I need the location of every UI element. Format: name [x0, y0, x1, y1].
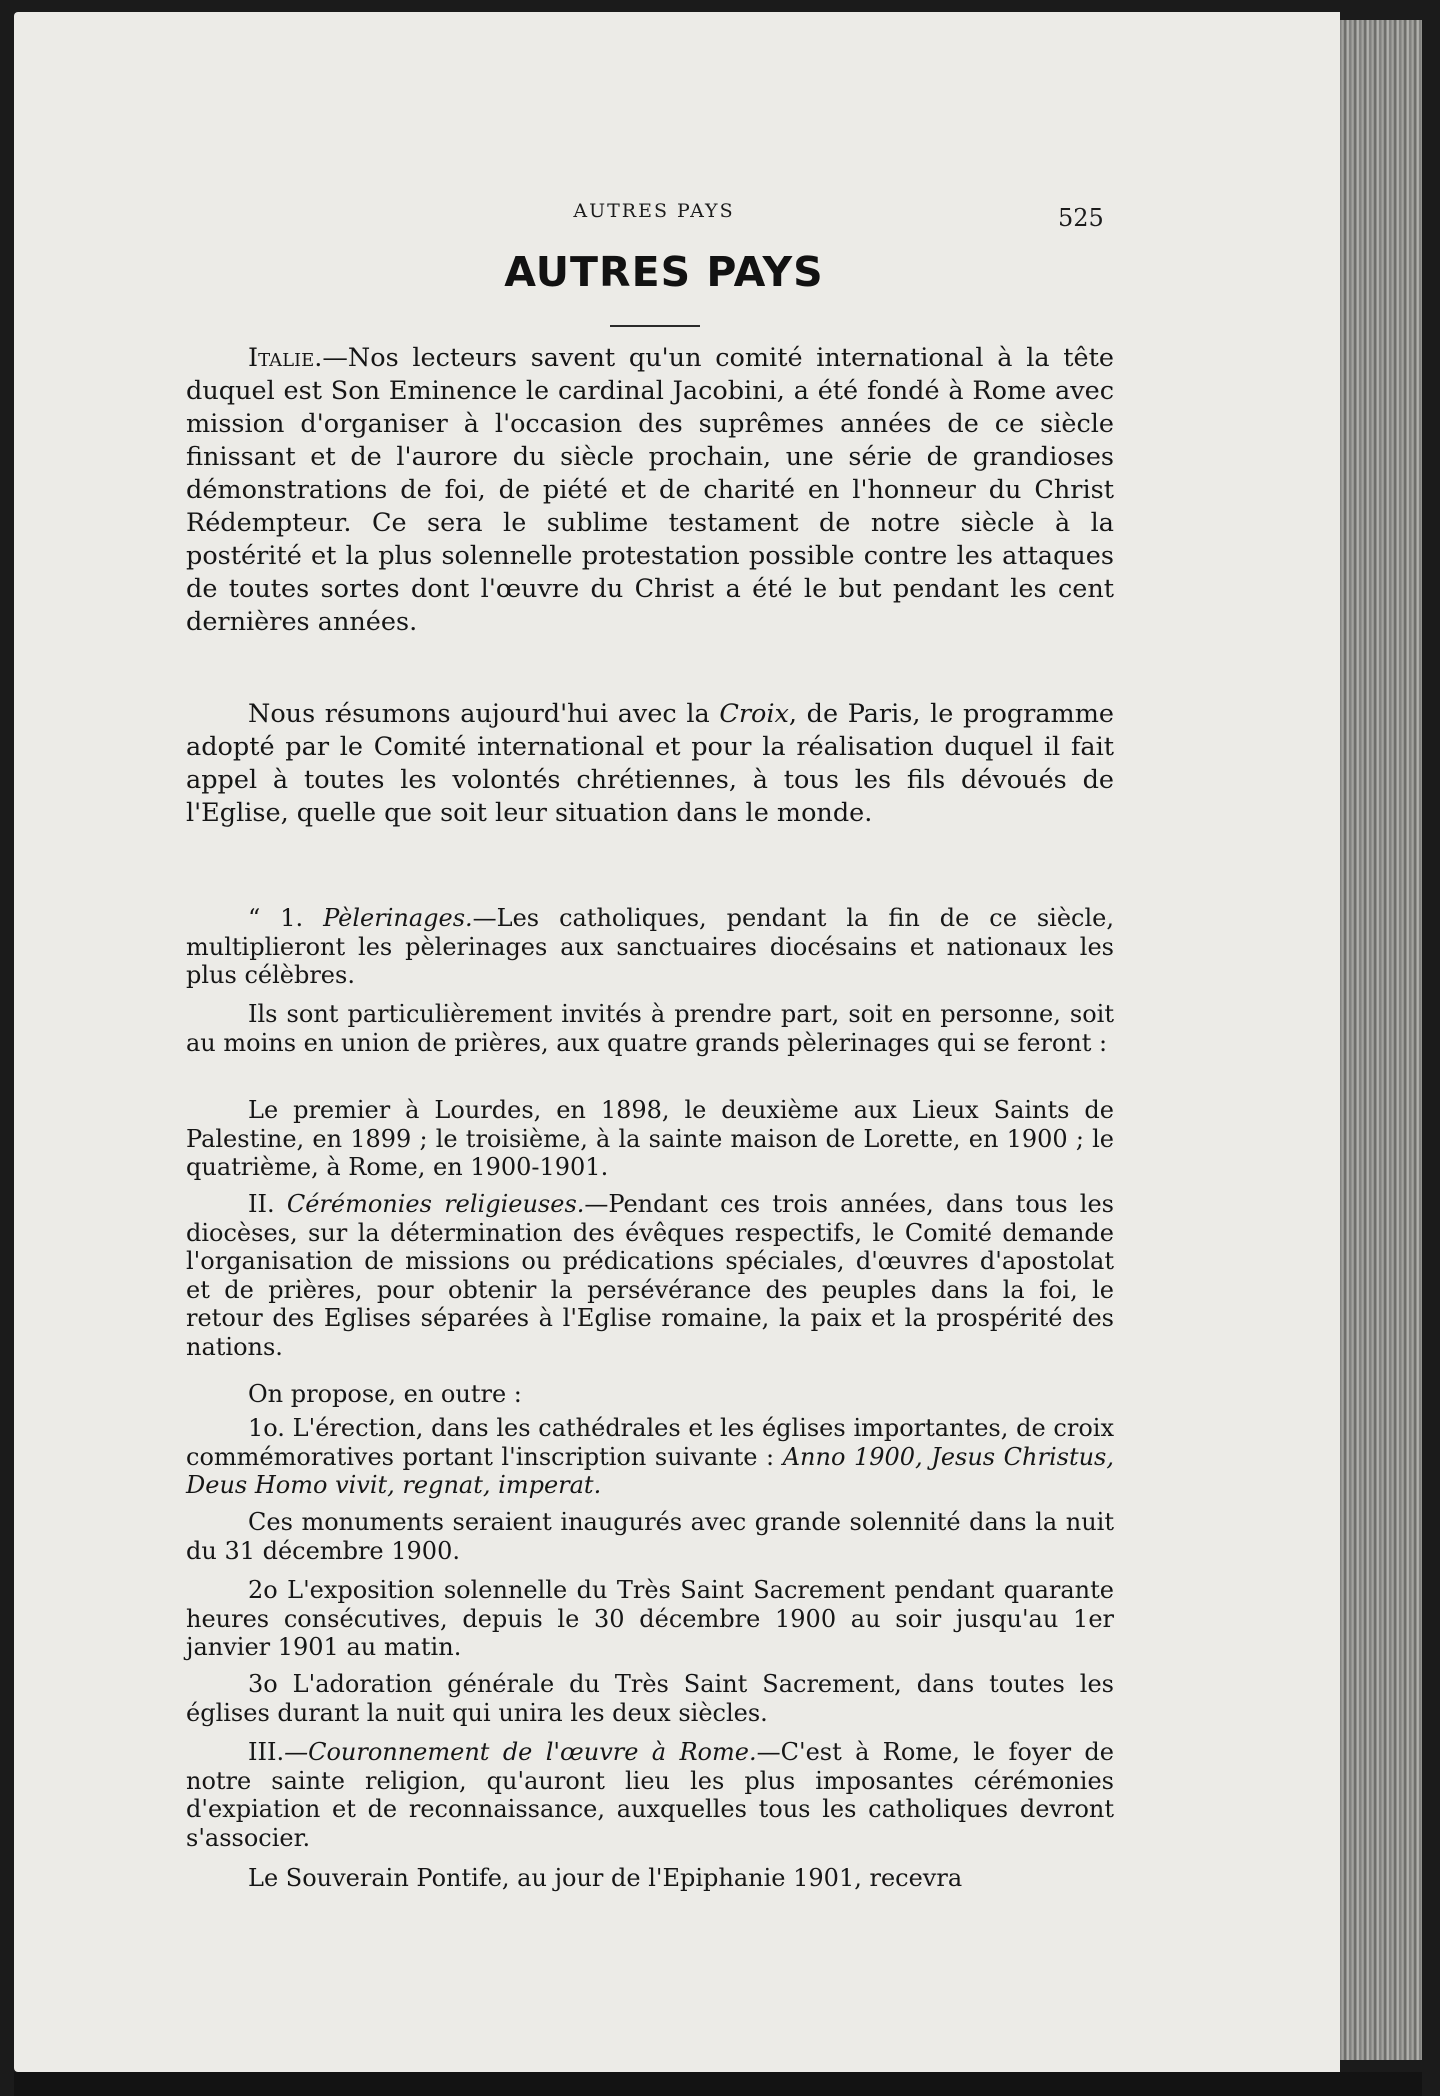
paragraph-italic: Cérémonies religieuses.	[286, 1190, 585, 1218]
title-rule	[610, 325, 700, 327]
paragraph-text: —Pendant ces trois années, dans tous les diocèses, sur la détermination des évêques respectifs, le Comité demande l'organisation de missions ou prédications spéciales, d'œuvres d'apostolat et de prières, pour obtenir la persévérance des peuples dans la foi, le retour des Eglises séparées à l'Eglise romaine, la paix et la prospérité des nations.	[186, 1190, 1114, 1361]
paragraph-text: II.	[248, 1190, 287, 1218]
paragraph-text: —Nos lecteurs savent qu'un comité international à la tête duquel est Son Eminence le cardinal Jacobini, a été fondé à Rome avec mission d'organiser à l'occasion des suprêmes années de ce siècle finissant et de l'aurore du siècle prochain, une série de grandioses démonstrations de foi, de piété et de charité en l'honneur du Christ Rédempteur. Ce sera le sublime testament de notre siècle à la postérité et la plus solennelle protestation possible contre les attaques de toutes sortes dont l'œuvre du Christ a été le but pendant les cent dernières années.	[186, 343, 1114, 637]
paragraph-text: Nous résumons aujourd'hui avec la	[248, 699, 720, 729]
paragraph-couronnement	[186, 1738, 1114, 1852]
running-head: AUTRES PAYS	[573, 200, 735, 222]
paragraph-text: III.	[248, 1738, 285, 1766]
page-number: 525	[1058, 204, 1104, 232]
paragraph-programme	[186, 698, 1114, 830]
paragraph-lourdes: Le premier à Lourdes, en 1898, le deuxième aux Lieux Saints de Palestine, en 1899 ; le troisième, à la sainte maison de Lorette, en 1900 ; le quatrième, à Rome, en 1900-1901.	[186, 1096, 1114, 1181]
book-page-edges	[1340, 20, 1422, 2060]
paragraph-souverain: Le Souverain Pontife, au jour de l'Epiphanie 1901, recevra	[248, 1864, 963, 1892]
paragraph-ceremonies	[186, 1190, 1114, 1361]
paragraph-text: , de Paris, le programme adopté par le Comité international et pour la réalisation duquel il fait appel à toutes les volontés chrétiennes, à tous les fils dévoués de l'Eglise, quelle que soit leur situation dans le monde.	[186, 699, 1114, 828]
paragraph-monuments: Ces monuments seraient inaugurés avec grande solennité dans la nuit du 31 décembre 1900.	[186, 1508, 1114, 1565]
paragraph-italic: Anno 1900, Jesus Christus, Deus Homo vivit, regnat, imperat.	[186, 1442, 1114, 1499]
paragraph-text: 1o. L'érection, dans les cathédrales et les églises importantes, de croix commémoratives portant l'inscription suivante :	[186, 1414, 1114, 1471]
paragraph-italie	[186, 342, 1114, 639]
paragraph-italic: Croix	[719, 699, 789, 729]
section-title: AUTRES PAYS	[504, 248, 824, 296]
book-page	[14, 12, 1340, 2072]
paragraph-text: —C'est à Rome, le foyer de notre sainte religion, qu'auront lieu les plus imposantes cérémonies d'expiation et de reconnaissance, auxquelles tous les catholiques devront s'associer.	[186, 1738, 1114, 1852]
paragraph-erection	[186, 1414, 1114, 1500]
paragraph-exposition: 2o L'exposition solennelle du Très Saint Sacrement pendant quarante heures consécutives, depuis le 30 décembre 1900 au soir jusqu'au 1er janvier 1901 au matin.	[186, 1576, 1114, 1661]
paragraph-lead-word: Italie.	[248, 343, 323, 373]
paragraph-propose: On propose, en outre :	[248, 1380, 522, 1408]
scan-border	[14, 2072, 1422, 2096]
paragraph-text: —Les catholiques, pendant la fin de ce siècle, multiplieront les pèlerinages aux sanctuaires diocésains et nationaux les plus célèbres.	[186, 904, 1114, 989]
paragraph-pelerinages	[186, 904, 1114, 990]
paragraph-italic: Pèlerinages.	[323, 904, 473, 932]
paragraph-invites: Ils sont particulièrement invités à prendre part, soit en personne, soit au moins en union de prières, aux quatre grands pèlerinages qui se feront :	[186, 1000, 1114, 1057]
paragraph-italic: —Couronnement de l'œuvre à Rome.	[284, 1738, 757, 1766]
paragraph-text: “ 1.	[248, 904, 324, 932]
paragraph-adoration: 3o L'adoration générale du Très Saint Sacrement, dans toutes les églises durant la nuit qui unira les deux siècles.	[186, 1670, 1114, 1727]
